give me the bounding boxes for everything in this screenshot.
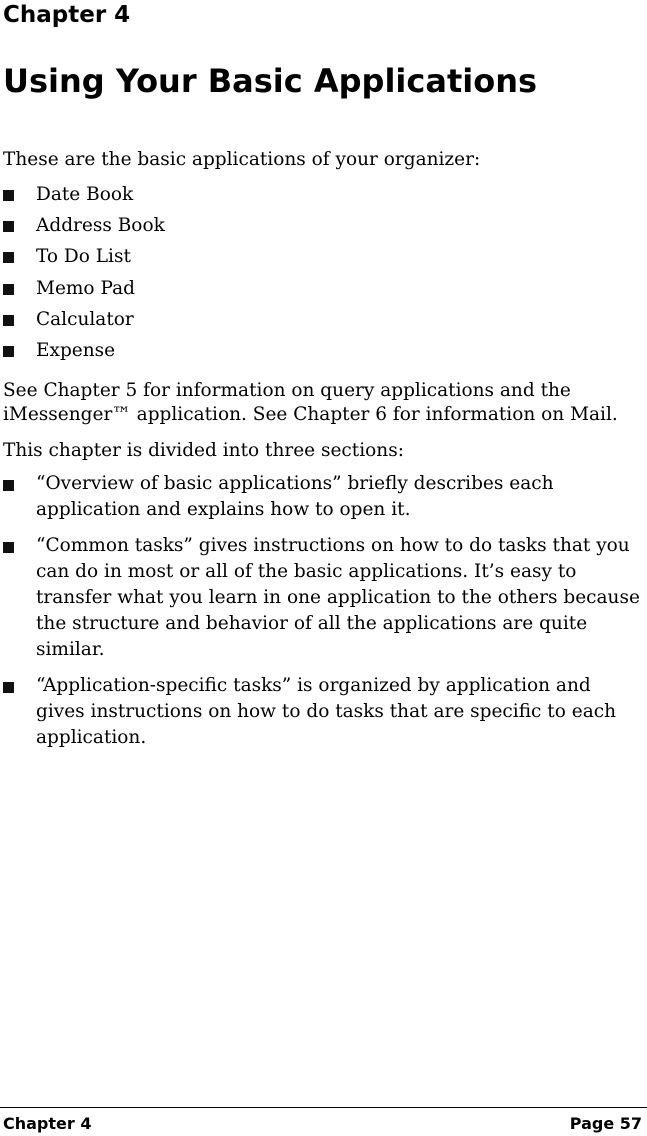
body-content	[3, 148, 643, 761]
list-item-text: “Application-specific tasks” is organized by application and gives instructions on how to do tasks that are specific to each application.	[36, 675, 616, 749]
footer-page-number: Page 57	[569, 1114, 642, 1133]
list-item-label: To Do List	[36, 246, 131, 268]
footer-divider	[0, 1107, 647, 1108]
applications-list	[3, 180, 643, 367]
list-item-calculator	[3, 305, 643, 336]
footer-chapter-label: Chapter 4	[3, 1114, 92, 1133]
bullet-square-icon	[3, 252, 14, 263]
bullet-square-icon	[3, 682, 14, 693]
see-also-paragraph: See Chapter 5 for information on query applications and the iMessenger™ application. See Chapter 6 for information on Mail.	[3, 380, 618, 426]
list-item-text: “Overview of basic applications” briefly describes each application and explains how to open it.	[36, 473, 554, 521]
bullet-square-icon	[3, 221, 14, 232]
list-item-text: “Common tasks” gives instructions on how to do tasks that you can do in most or all of the basic applications. It’s easy to transfer what you learn in one application to the others because the structure and behavior of all the applications are quite similar.	[36, 535, 640, 661]
sections-intro-paragraph: This chapter is divided into three sections:	[3, 440, 404, 462]
list-item-overview-section	[3, 471, 643, 523]
list-item-expense	[3, 336, 643, 367]
chapter-label: Chapter 4	[3, 2, 131, 28]
list-item-label: Address Book	[36, 215, 165, 237]
list-item-label: Calculator	[36, 308, 134, 330]
list-item-label: Memo Pad	[36, 277, 135, 299]
page-title: Using Your Basic Applications	[3, 62, 538, 100]
list-item-common-tasks-section	[3, 533, 643, 663]
intro-paragraph: These are the basic applications of your organizer:	[3, 149, 481, 170]
list-item-application-specific-section	[3, 673, 643, 751]
list-item-label: Date Book	[36, 184, 134, 205]
list-item-memo-pad	[3, 274, 643, 305]
list-item-label: Expense	[36, 339, 116, 361]
sections-list	[3, 471, 643, 751]
list-item-date-book	[3, 180, 643, 211]
bullet-square-icon	[3, 190, 14, 201]
bullet-square-icon	[3, 480, 14, 491]
bullet-square-icon	[3, 346, 14, 357]
bullet-square-icon	[3, 542, 14, 553]
bullet-square-icon	[3, 315, 14, 326]
list-item-address-book	[3, 211, 643, 242]
list-item-to-do-list	[3, 242, 643, 273]
bullet-square-icon	[3, 284, 14, 295]
